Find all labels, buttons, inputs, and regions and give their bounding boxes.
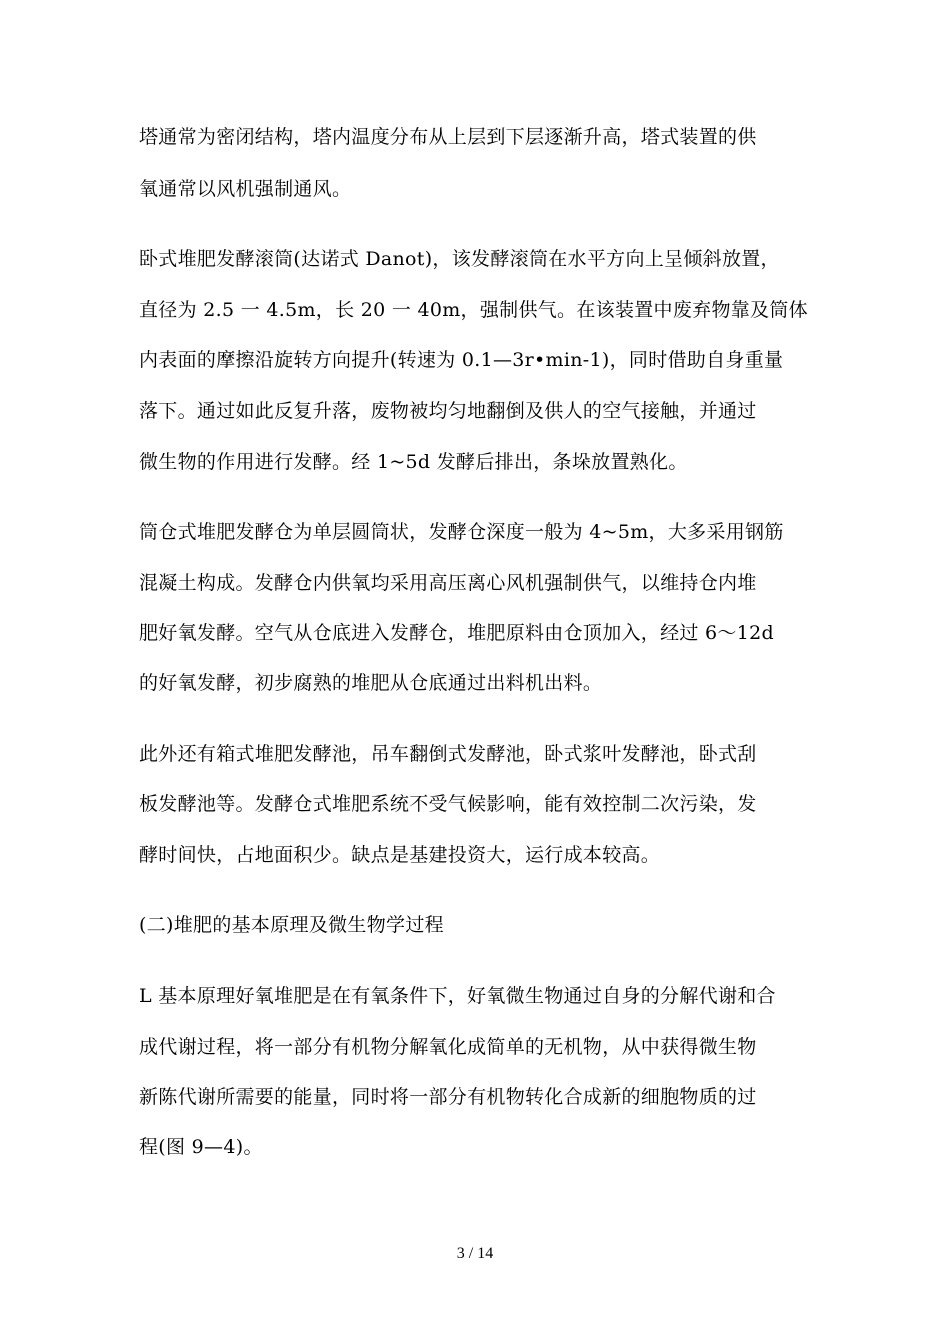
paragraph-2-line-2: 直径为 2.5 一 4.5m，长 20 一 40m，强制供气。在该装置中废弃物靠及筒体 xyxy=(139,299,808,321)
paragraph-6-line-2: 成代谢过程，将一部分有机物分解氧化成简单的无机物，从中获得微生物 xyxy=(139,1036,757,1058)
paragraph-6-line-1: L 基本原理好氧堆肥是在有氧条件下，好氧微生物通过自身的分解代谢和合 xyxy=(139,985,776,1007)
paragraph-1-line-1: 塔通常为密闭结构，塔内温度分布从上层到下层逐渐升高，塔式装置的供 xyxy=(139,126,757,148)
paragraph-2-line-1: 卧式堆肥发酵滚筒(达诺式 Danot)，该发酵滚筒在水平方向上呈倾斜放置， xyxy=(139,248,780,270)
paragraph-1-line-2: 氧通常以风机强制通风。 xyxy=(139,178,352,200)
paragraph-3-line-3: 肥好氧发酵。空气从仓底进入发酵仓，堆肥原料由仓顶加入，经过 6～12d xyxy=(139,622,774,644)
paragraph-6-line-3: 新陈代谢所需要的能量，同时将一部分有机物转化合成新的细胞物质的过 xyxy=(139,1086,757,1108)
paragraph-3-line-2: 混凝土构成。发酵仓内供氧均采用高压离心风机强制供气，以维持仓内堆 xyxy=(139,572,757,594)
paragraph-6-line-4: 程(图 9—4)。 xyxy=(139,1136,263,1158)
paragraph-2-line-4: 落下。通过如此反复升落，废物被均匀地翻倒及供人的空气接触，并通过 xyxy=(139,400,757,422)
paragraph-4-line-3: 酵时间快，占地面积少。缺点是基建投资大，运行成本较高。 xyxy=(139,844,661,866)
paragraph-3-line-4: 的好氧发酵，初步腐熟的堆肥从仓底通过出料机出料。 xyxy=(139,672,603,694)
paragraph-2-line-5: 微生物的作用进行发酵。经 1~5d 发酵后排出，条垛放置熟化。 xyxy=(139,451,688,473)
page-number: 3 / 14 xyxy=(456,1245,494,1262)
paragraph-2-line-3: 内表面的摩擦沿旋转方向提升(转速为 0.1—3r•min-1)，同时借助自身重量 xyxy=(139,349,784,371)
paragraph-3-line-1: 筒仓式堆肥发酵仓为单层圆筒状，发酵仓深度一般为 4~5m，大多采用钢筋 xyxy=(139,521,784,543)
paragraph-4-line-2: 板发酵池等。发酵仓式堆肥系统不受气候影响，能有效控制二次污染，发 xyxy=(139,793,757,815)
section-heading: (二)堆肥的基本原理及微生物学过程 xyxy=(139,914,444,936)
paragraph-4-line-1: 此外还有箱式堆肥发酵池，吊车翻倒式发酵池，卧式浆叶发酵池，卧式刮 xyxy=(139,743,757,765)
